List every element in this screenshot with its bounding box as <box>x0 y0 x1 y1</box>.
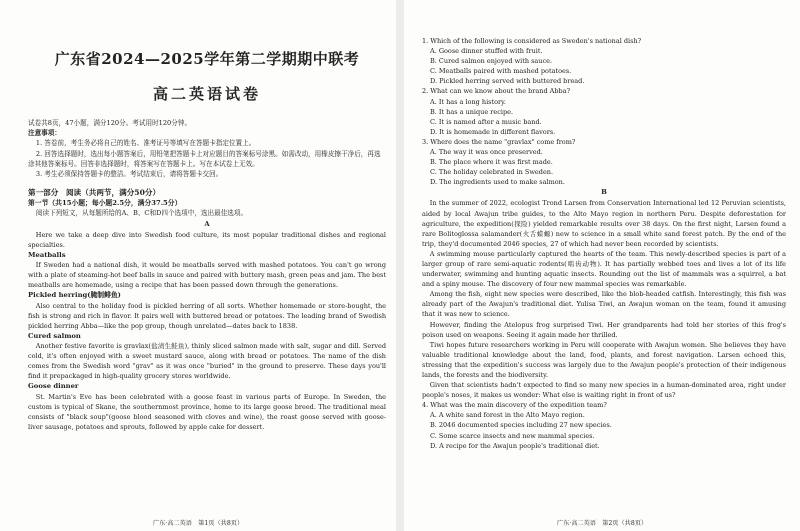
dish-paragraph: St. Martin's Eve has been celebrated with a goose feast in various parts of Europe. In Sweden, the custom is typical of Skane, the southernmost province, home to its large goose breed. The traditional meal consists of "black soup"(goose blood seasoned with cloves and wine), the roast goose served with goose-liver sausage, potatoes and sprouts, followed by apple cake for dessert. <box>28 392 386 431</box>
dish-heading: Goose dinner <box>28 382 79 391</box>
exam-page-2 <box>404 0 800 531</box>
question-option: B. It has a unique recipe. <box>430 107 514 116</box>
passage-paragraph: In the summer of 2022, ecologist Trond Larsen from Conservation International led 12 Peruvian scientists, aided by local Awajun tribe guides, to the Alto Mayo region in northern Peru. Despite deforestation for agriculture, the expedition(探险) yielded remarkable results over 38 days. On the first night, Larsen found a rare Bolitoglossa salamander(火舌蝾螈) new to science in a small white sand forest patch. By the end of the trip, they'd documented 2046 species, 27 of which had never been recorded by scientists. <box>422 199 786 248</box>
dish-paragraph: Another festive favorite is gravlax(盐渍生鲑鱼), thinly sliced salmon made with salt, sugar and dill. Served cold, it's often enjoyed with a sweet mustard sauce, along with bread or potatoes. The name of the dish comes from the Swedish word "grav" as it was once "buried" in the ground to preserve. These days you'll find it prepackaged in high-quality grocery stores worldwide. <box>28 341 386 381</box>
question-stem: 1. Which of the following is considered as Sweden's national dish? <box>422 37 642 45</box>
page-footer: 广东·高二英语 第1页（共8页） <box>152 520 244 527</box>
question-option: A. A white sand forest in the Alto Mayo region. <box>430 411 585 420</box>
dish-heading: Pickled herring(腌制鲱鱼) <box>28 291 121 300</box>
question-option: B. Cured salmon enjoyed with sauce. <box>430 57 553 66</box>
page-footer: 广东·高二英语 第2页（共8页） <box>556 520 648 527</box>
note-item: 2. 回答选择题时，选出每小题答案后，用铅笔把答题卡上对应题目的答案标号涂黑。如需改动，用橡皮擦干净后，再选涂其他答案标号。回答非选择题时，将答案写在答题卡上。写在本试卷上无效。 <box>28 149 381 168</box>
notes-heading: 注意事项： <box>28 129 61 138</box>
question-stem: 4. What was the main discovery of the expedition team? <box>422 401 607 410</box>
question-option: A. It has a long history. <box>430 97 506 106</box>
question-stem: 2. What can we know about the brand Abba? <box>422 87 571 96</box>
section-instruction: 阅读下列短文，从每题所给的A、B、C和D四个选项中，选出最佳选项。 <box>35 209 248 218</box>
dish-paragraph: If Sweden had a national dish, it would be meatballs served with mashed potatoes. You can't go wrong with a plate of steaming-hot beef balls in sauce and paired with buttery mash, green peas and jam. The best meatballs are homemade, using a recipe that has been passed down through the generations. <box>28 261 386 290</box>
page-gutter <box>396 0 404 531</box>
passage-paragraph: Tiwi hopes future researchers working in Peru will cooperate with Awajun women. She believes they have valuable traditional knowledge about the land, food, plants, and forest navigation. Larsen echoed this, stressing that the expedition's success was largely due to the Awajun people's protection of their indigenous lands, the forests and the biodiversity. <box>422 340 786 379</box>
question-option: A. Goose dinner stuffed with fruit. <box>430 47 543 56</box>
question-option: D. It is homemade in different flavors. <box>430 127 556 136</box>
question-option: C. Some scarce insects and new mammal species. <box>430 431 595 440</box>
question-option: A. The way it was once preserved. <box>430 148 543 157</box>
section-heading: 第一节（共15小题；每小题2.5分，满分37.5分） <box>28 199 182 208</box>
passage-label-b: B <box>601 188 607 197</box>
question-option: D. Pickled herring served with buttered bread. <box>430 77 585 86</box>
passage-paragraph: However, finding the Atelopus frog surprised Tiwi. Her grandparents had told her stories of this frog's poison used on weapons. Seeing it again made her thrilled. <box>422 320 786 339</box>
dish-paragraph: Also central to the holiday food is pickled herring of all sorts. Whether homemade or store-bought, the fish is strong and rich in flavor. It pairs well with buttered bread or potatoes. The leading brand of Swedish pickled herring Abba—like the pop group, though unrelated—dates back to 1838. <box>28 301 386 330</box>
question-stem: 3. Where does the name "gravlax" come from? <box>422 137 576 146</box>
passage-paragraph: Here we take a deep dive into Swedish food culture, its most popular traditional dishes and regional specialties. <box>28 230 386 249</box>
dish-heading: Cured salmon <box>28 331 81 340</box>
note-item: 1. 答卷前，考生务必将自己的姓名、准考证号等填写在答题卡指定位置上。 <box>35 139 256 148</box>
passage-paragraph: Given that scientists hadn't expected to find so many new species in a human-dominated area, right under people's noses, it makes us wonder: What else is waiting right in front of us? <box>422 381 786 400</box>
question-option: C. It is named after a music band. <box>430 117 542 126</box>
note-item: 3. 考生必须保持答题卡的整洁。考试结束后，请将答题卡交回。 <box>35 170 223 179</box>
question-option: B. 2046 documented species including 27 new species. <box>430 421 612 430</box>
dish-heading: Meatballs <box>28 250 66 259</box>
passage-paragraph: A swimming mouse particularly captured the hearts of the team. This newly-described species is part of a larger group of rare semi-aquatic rodents(啮齿动物). It has partially webbed toes and lives a lot of its life underwater, swimming and hunting aquatic insects. Rounding out the list of mammals was a squirrel, a bat and a spiny mouse. The discovery of four new mammal species was remarkable. <box>422 249 786 289</box>
passage-label-a: A <box>204 219 210 228</box>
exam-title: 广东省2024—2025学年第二学期期中联考 <box>54 50 360 68</box>
question-option: D. The ingredients used to make salmon. <box>430 178 565 187</box>
question-option: C. The holiday celebrated in Sweden. <box>430 168 554 177</box>
question-option: C. Meatballs paired with mashed potatoes. <box>430 67 572 76</box>
question-option: B. The place where it was first made. <box>430 158 553 167</box>
question-option: D. A recipe for the Awajun people's traditional diet. <box>430 441 600 450</box>
question-group-a <box>422 36 786 187</box>
part-heading: 第一部分 阅读（共两节，满分50分） <box>28 188 161 198</box>
subject-title: 高二英语试卷 <box>152 85 261 103</box>
passage-paragraph: Among the fish, eight new species were described, like the blob-headed catfish. Interestingly, this fish was already part of the Awajun's traditional diet. Yulisa Tiwi, an Awajun woman on the team, found it amusing that it was new to science. <box>422 290 786 319</box>
exam-page-1 <box>0 0 396 531</box>
exam-intro: 试卷共8页，47小题，满分120分。考试用时120分钟。 <box>28 119 192 127</box>
